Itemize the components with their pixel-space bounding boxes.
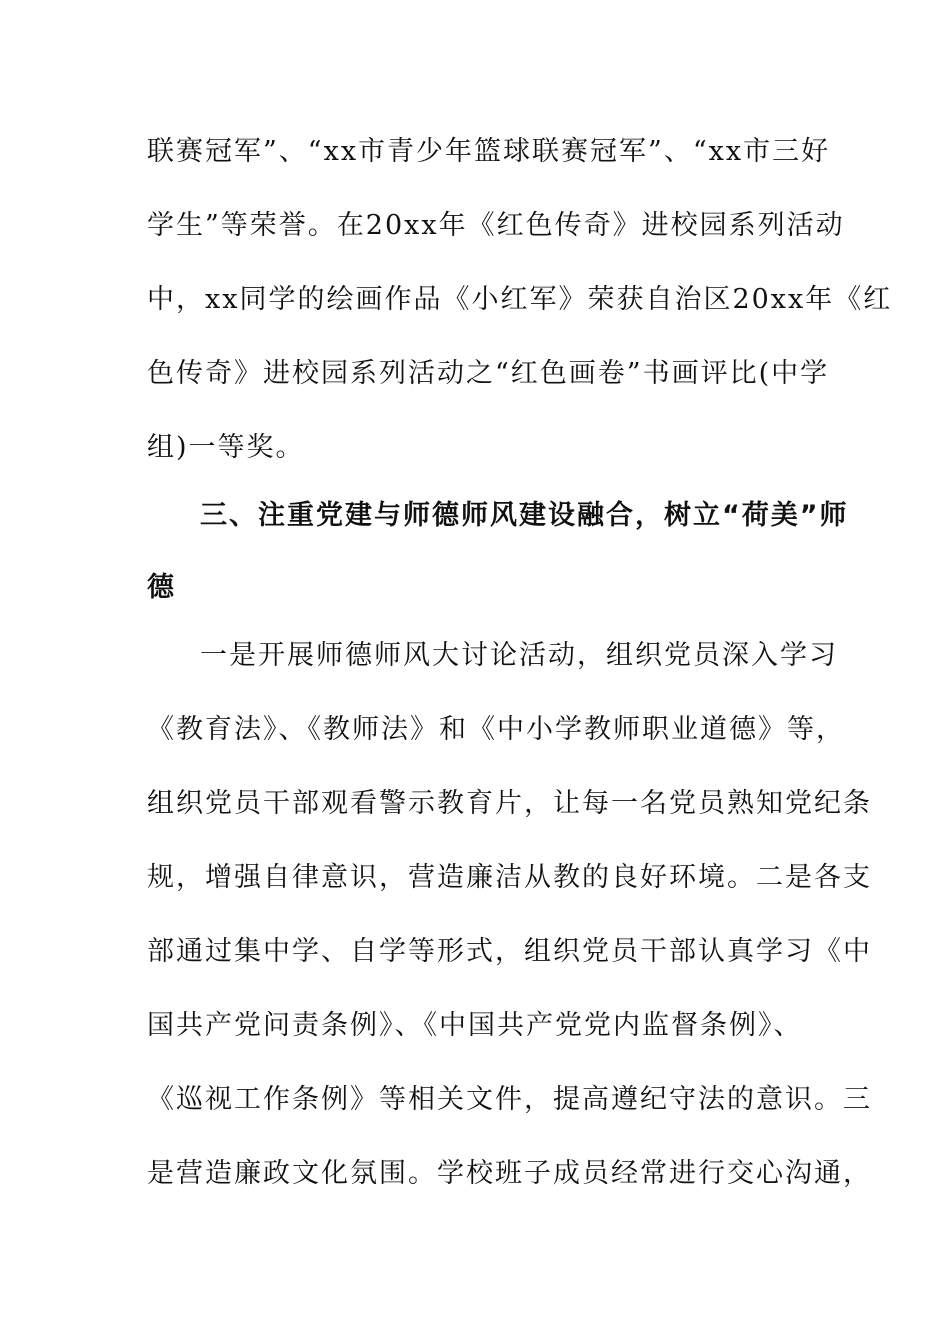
section-heading: 德: [147, 572, 176, 603]
paragraph-line: 是营造廉政文化氛围。学校班子成员经常进行交心沟通，: [147, 1158, 872, 1189]
paragraph-line: 中，xx同学的绘画作品《小红军》荣获自治区20xx年《红: [147, 284, 893, 315]
paragraph-line: 国共产党问责条例》、《中国共产党党内监督条例》、: [147, 1010, 803, 1041]
paragraph-line: 组)一等奖。: [147, 432, 305, 463]
paragraph-line: 联赛冠军”、“xx市青少年篮球联赛冠军”、“xx市三好: [147, 136, 831, 167]
paragraph-line: 色传奇》进校园系列活动之“红色画卷”书画评比(中学: [147, 358, 830, 389]
paragraph-line: 规，增强自律意识，营造廉洁从教的良好环境。二是各支: [147, 862, 872, 893]
paragraph-line: 部通过集中学、自学等形式，组织党员干部认真学习《中: [147, 936, 872, 967]
paragraph-line: 《巡视工作条例》等相关文件，提高遵纪守法的意识。三: [147, 1084, 872, 1115]
paragraph-line: 组织党员干部观看警示教育片，让每一名党员熟知党纪条: [147, 788, 872, 819]
paragraph-line: 学生”等荣誉。在20xx年《红色传奇》进校园系列活动: [147, 210, 845, 241]
section-heading: 三、注重党建与师德师风建设融合，树立“荷美”师: [200, 500, 849, 531]
paragraph-line: 《教育法》、《教师法》和《中小学教师职业道德》等，: [147, 714, 845, 745]
paragraph-line: 一是开展师德师风大讨论活动，组织党员深入学习: [200, 640, 838, 671]
